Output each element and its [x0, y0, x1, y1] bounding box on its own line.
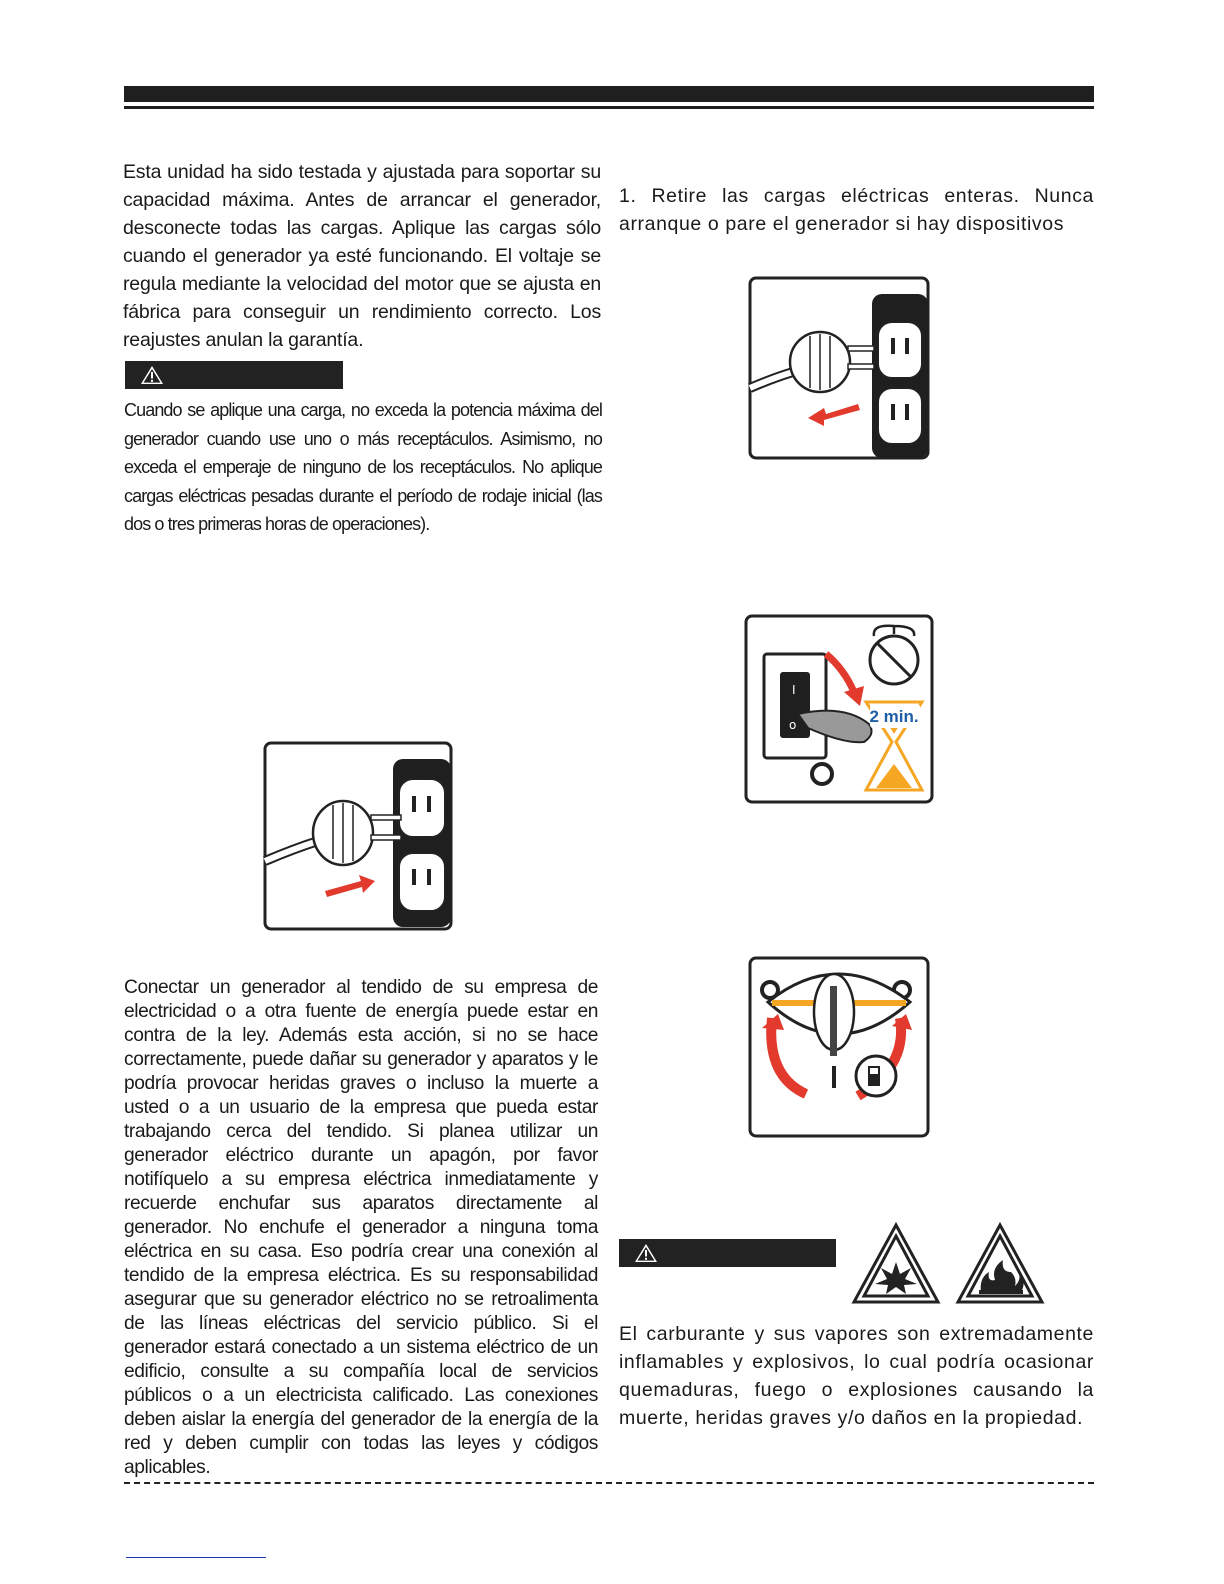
footer-dashed-rule: [124, 1482, 1094, 1484]
load-warning-text: Cuando se aplique una carga, no exceda la potencia máxima del generador cuando use uno o más receptáculos. Asimismo, no exceda el emperaje de ninguno de los receptáculos. No aplique cargas eléctricas pesadas durante el período de rodaje inicial (las dos o tres primeras horas de operaciones).: [124, 400, 602, 534]
header-bar: [124, 86, 1094, 102]
switch-off-wait-illustration: [744, 614, 934, 804]
unplug-illustration: [748, 276, 930, 460]
svg-text:I: I: [792, 683, 796, 697]
warning-bar: [125, 361, 343, 389]
plug-in-illustration: [263, 741, 453, 931]
intro-paragraph: Esta unidad ha sido testada y ajustada para soportar su capacidad máxima. Antes de arrancar el generador, desconecte todas las cargas. Aplique las cargas sólo cuando el generador ya esté funcionando. El voltaje se regula mediante la velocidad del motor que se ajusta en fábrica para conseguir un rendimiento correcto. Los reajustes anulan la garantía.: [123, 161, 601, 351]
svg-text:o: o: [789, 718, 797, 732]
timer-label: 2 min.: [869, 707, 919, 726]
step-1-text: 1. Retire las cargas eléctricas enteras. Nunca arranque o pare el generador si hay dispositivos: [619, 185, 1094, 235]
fuel-warning-text: El carburante y sus vapores son extremadamente inflamables y explosivos, lo cual podría ocasionar quemaduras, fuego o explosiones causando la muerte, heridas graves y/o daños en la propiedad.: [619, 1323, 1094, 1429]
footer-link-underline: [126, 1557, 266, 1558]
explosion-hazard-icon: [851, 1222, 941, 1306]
warning-triangle-icon: [633, 1242, 659, 1264]
header-rule: [124, 106, 1094, 109]
fire-hazard-icon: [955, 1222, 1045, 1306]
fuel-warning-bar: [619, 1239, 836, 1267]
fuel-valve-illustration: [748, 956, 930, 1138]
warning-triangle-icon: [139, 364, 165, 386]
grid-connection-paragraph: Conectar un generador al tendido de su empresa de electricidad o a otra fuente de energía puede estar en contra de la ley. Además esta acción, si no se hace correctamente, puede dañar su generador y aparatos y le podría provocar heridas graves o incluso la muerte a usted o a un usuario de la empresa que pueda estar trabajando cerca del tendido. Si planea utilizar un generador eléctrico durante un apagón, por favor notifíquelo a su empresa eléctrica inmediatamente y recuerde enchufar sus aparatos directamente al generador. No enchufe el generador a ninguna toma eléctrica en su casa. Eso podría crear una conexión al tendido de la empresa eléctrica. Es su responsabilidad asegurar que su generador eléctrico no se retroalimenta de las líneas eléctricas del servicio público. Si el generador estará conectado a un sistema eléctrico de un edificio, consulte a su compañía local de servicios públicos o a un electricista calificado. Las conexiones deben aislar la energía del generador de la energía de la red y deben cumplir con todas las leyes y códigos aplicables.: [124, 977, 598, 1478]
